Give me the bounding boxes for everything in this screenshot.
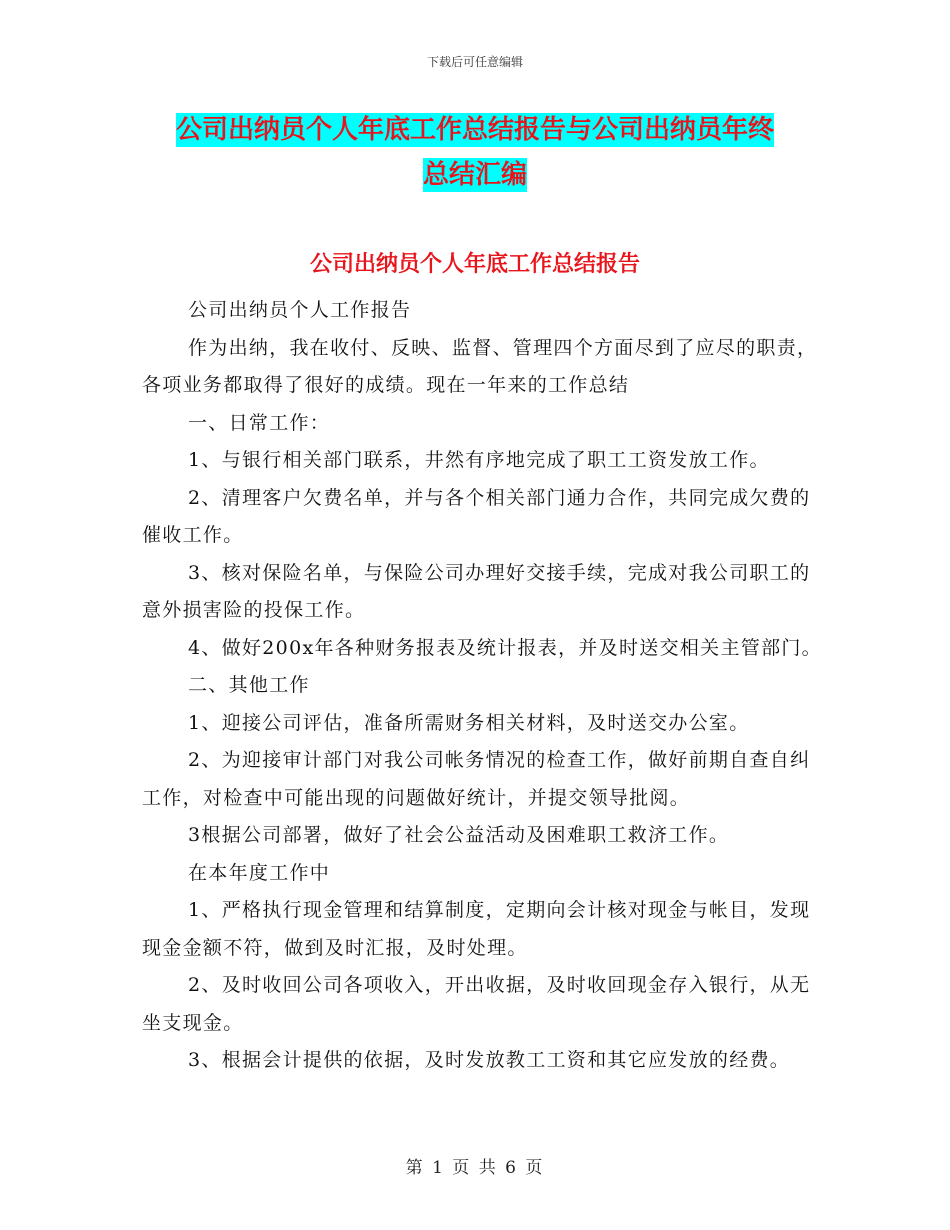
paragraph: 4、做好200x年各种财务报表及统计报表，并及时送交相关主管部门。 (188, 636, 822, 659)
main-title (0, 108, 950, 198)
header-note: 下载后可任意编辑 (426, 55, 523, 69)
section-title: 公司出纳员个人年底工作总结报告 (309, 252, 640, 277)
paragraph: 3根据公司部署，做好了社会公益活动及困难职工救济工作。 (188, 824, 730, 846)
main-title-line1: 公司出纳员个人年底工作总结报告与公司出纳员年终 (175, 115, 774, 145)
paragraph: 1、严格执行现金管理和结算制度，定期向会计核对现金与帐目，发现现金金额不符，做到及时汇报，及时处理。 (142, 899, 811, 959)
body-text (142, 292, 822, 1080)
paragraph: 在本年度工作中 (188, 861, 331, 884)
paragraph: 1、与银行相关部门联系，井然有序地完成了职工工资发放工作。 (188, 449, 770, 471)
paragraph: 公司出纳员个人工作报告 (188, 299, 412, 321)
paragraph: 2、及时收回公司各项收入，开出收据，及时收回现金存入银行，从无坐支现金。 (142, 974, 811, 1034)
paragraph: 2、清理客户欠费名单，并与各个相关部门通力合作，共同完成欠费的催收工作。 (142, 486, 811, 546)
paragraph: 二、其他工作 (188, 674, 310, 696)
paragraph: 作为出纳，我在收付、反映、监督、管理四个方面尽到了应尽的职责，各项业务都取得了很好的成绩。现在一年来的工作总结 (142, 336, 818, 396)
paragraph: 1、迎接公司评估，准备所需财务相关材料，及时送交办公室。 (188, 711, 750, 734)
page-footer: 第 1 页 共 6 页 (405, 1158, 545, 1178)
paragraph: 3、核对保险名单，与保险公司办理好交接手续，完成对我公司职工的意外损害险的投保工作。 (142, 561, 811, 621)
paragraph: 一、日常工作： (188, 411, 331, 434)
main-title-line2: 总结汇编 (422, 160, 527, 190)
paragraph: 3、根据会计提供的依据，及时发放教工工资和其它应发放的经费。 (188, 1049, 791, 1071)
paragraph: 2、为迎接审计部门对我公司帐务情况的检查工作，做好前期自查自纠工作，对检查中可能出现的问题做好统计，并提交领导批阅。 (142, 749, 811, 809)
